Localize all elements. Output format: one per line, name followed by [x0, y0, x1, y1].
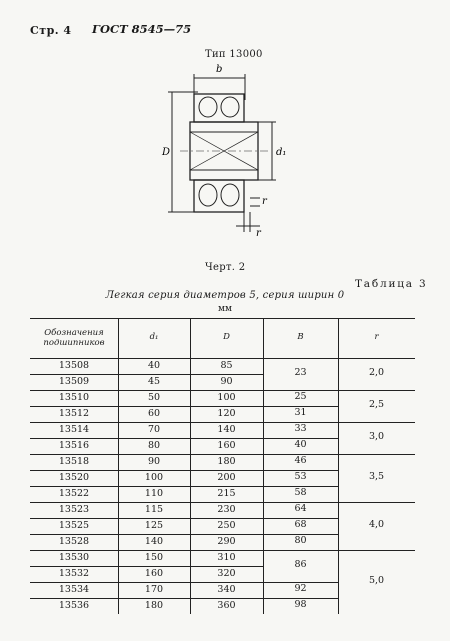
cell-B: 53 [294, 471, 307, 482]
cell-B: 31 [294, 407, 307, 418]
cell-B: 80 [294, 535, 307, 546]
column-header: B [297, 332, 304, 342]
r-group-rule [338, 422, 415, 423]
bearing-designation: 13510 [58, 392, 90, 403]
B-group-rule [263, 550, 338, 551]
bearing-designation: 13518 [58, 456, 90, 467]
cell-r: 3,0 [368, 431, 385, 442]
cell-B: 92 [294, 583, 307, 594]
cell-B: 58 [294, 487, 307, 498]
row-rule [30, 390, 263, 391]
row-rule [30, 438, 263, 439]
cell-B: 68 [294, 519, 307, 530]
cell-B: 23 [294, 367, 307, 378]
cell-D: 85 [220, 360, 233, 371]
bearing-designation: 13532 [58, 568, 90, 579]
row-rule [30, 534, 263, 535]
r-group-rule [338, 454, 415, 455]
cell-D: 90 [220, 376, 233, 387]
cell-B: 64 [294, 503, 307, 514]
cell-D: 100 [217, 392, 236, 403]
cell-D: 250 [217, 520, 236, 531]
figure-caption: Черт. 2 [205, 262, 246, 273]
cell-B: 33 [294, 423, 307, 434]
cell-d1: 60 [147, 408, 161, 419]
row-rule [30, 454, 263, 455]
roller-top-right [221, 97, 239, 117]
cell-d1: 180 [144, 600, 164, 611]
cell-r: 2,5 [368, 399, 385, 410]
table-label: Таблица 3 [355, 278, 428, 290]
cell-d1: 110 [144, 488, 164, 499]
column-divider [338, 318, 339, 614]
label-r-bottom: r [256, 228, 261, 239]
row-rule [30, 518, 263, 519]
cell-B: 98 [294, 599, 307, 610]
bearing-designation: 13536 [58, 600, 90, 611]
cell-D: 320 [217, 568, 236, 579]
column-header: r [374, 332, 379, 342]
label-d1: d₁ [276, 147, 287, 158]
row-rule [30, 470, 263, 471]
row-rule [30, 566, 263, 567]
bearing-designation: 13530 [58, 552, 90, 563]
cell-d1: 140 [144, 536, 164, 547]
roller-top-left [199, 97, 217, 117]
roller-bottom-left [199, 184, 217, 206]
row-rule [30, 582, 263, 583]
column-header: Обозначения подшипников [43, 328, 105, 348]
column-header: D [223, 332, 230, 342]
cell-d1: 70 [147, 424, 161, 435]
cell-d1: 125 [144, 520, 164, 531]
label-b: b [216, 64, 223, 75]
cell-B: 86 [294, 559, 307, 570]
roller-bottom-right [221, 184, 239, 206]
cell-r: 4,0 [368, 519, 385, 530]
page-number: Стр. 4 [30, 24, 72, 37]
cell-d1: 45 [147, 376, 161, 387]
bearing-designation: 13528 [58, 536, 90, 547]
bearing-designation: 13523 [58, 504, 90, 515]
bearing-designation: 13516 [58, 440, 90, 451]
cell-B: 25 [294, 391, 307, 402]
cell-d1: 90 [147, 456, 161, 467]
figure-type-label: Тип 13000 [205, 49, 263, 60]
bearing-designation: 13508 [58, 360, 90, 371]
bearing-designation: 13514 [58, 424, 90, 435]
cell-d1: 40 [147, 360, 161, 371]
label-r-side: r [262, 196, 267, 207]
cell-D: 290 [217, 536, 236, 547]
cell-D: 140 [217, 424, 236, 435]
label-D: D [162, 147, 171, 158]
bearing-drawing [150, 60, 300, 240]
table-unit: мм [217, 304, 232, 314]
standard-number: ГОСТ 8545—75 [92, 22, 192, 36]
cell-D: 230 [217, 504, 236, 515]
cell-D: 340 [217, 584, 236, 595]
row-rule [30, 406, 263, 407]
cell-d1: 100 [144, 472, 164, 483]
outer-ring-top [194, 94, 244, 122]
cell-B: 40 [294, 439, 307, 450]
bearing-designation: 13522 [58, 488, 90, 499]
cell-D: 200 [217, 472, 236, 483]
row-rule [30, 598, 263, 599]
bearing-designation: 13520 [58, 472, 90, 483]
cell-d1: 80 [147, 440, 161, 451]
cell-D: 160 [217, 440, 236, 451]
row-rule [30, 486, 263, 487]
cell-D: 310 [217, 552, 236, 563]
cell-B: 46 [294, 455, 307, 466]
cell-D: 215 [217, 488, 236, 499]
r-group-rule [338, 390, 415, 391]
bearing-designation: 13534 [58, 584, 90, 595]
row-rule [30, 550, 263, 551]
r-group-rule [338, 550, 415, 551]
outer-ring-bottom [194, 180, 244, 212]
cell-d1: 115 [144, 504, 164, 515]
dimensions-table [30, 318, 415, 618]
bearing-designation: 13512 [58, 408, 90, 419]
cell-d1: 150 [144, 552, 164, 563]
table-title: Легкая серия диаметров 5, серия ширин 0 [105, 290, 345, 301]
cell-r: 3,5 [368, 471, 385, 482]
column-header: d₁ [149, 332, 159, 342]
row-rule [30, 374, 263, 375]
cell-d1: 50 [147, 392, 161, 403]
cell-r: 2,0 [368, 367, 385, 378]
cell-D: 180 [217, 456, 236, 467]
bearing-designation: 13525 [58, 520, 90, 531]
row-rule [30, 502, 263, 503]
row-rule [30, 422, 263, 423]
cell-r: 5,0 [368, 575, 385, 586]
cell-d1: 170 [144, 584, 164, 595]
bearing-designation: 13509 [58, 376, 90, 387]
cell-D: 120 [217, 408, 236, 419]
r-group-rule [338, 502, 415, 503]
table-top-rule [30, 318, 415, 319]
cell-d1: 160 [144, 568, 164, 579]
cell-D: 360 [217, 600, 236, 611]
table-header-rule [30, 358, 415, 359]
